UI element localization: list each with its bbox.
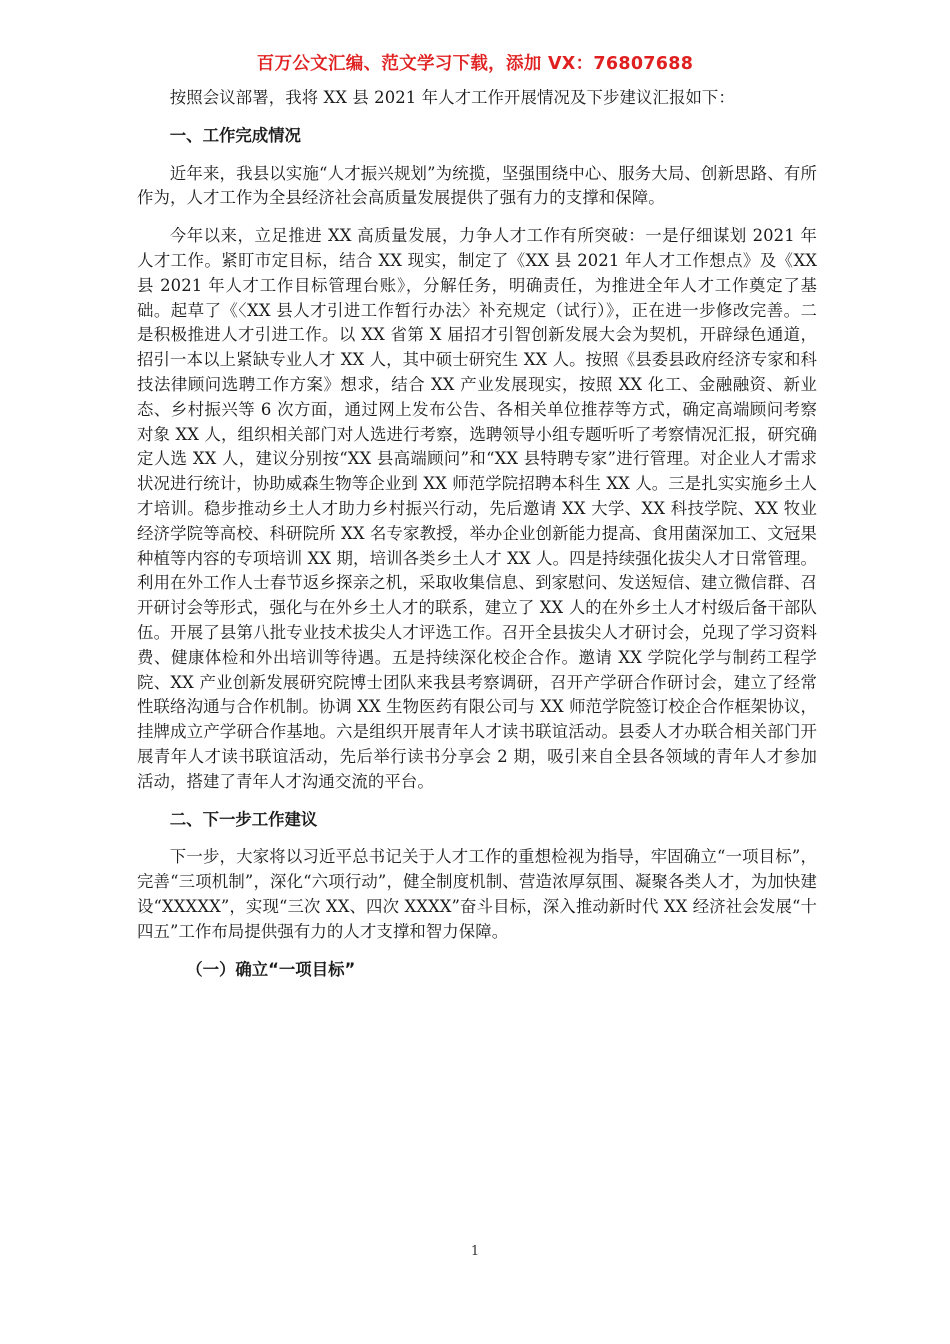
section-2-heading: 二、下一步工作建议 <box>169 809 318 829</box>
section-1-paragraph-1: 近年来，我县以实施“人才振兴规划”为统揽，坚强围绕中心、服务大局、创新思路、有所作为，人才工作为全县经济社会高质量发展提供了强有力的支撑和保障。 <box>137 163 817 208</box>
document-body <box>137 86 817 982</box>
intro-paragraph: 按照会议部署，我将 XX 县 2021 年人才工作开展情况及下步建议汇报如下： <box>169 88 735 107</box>
section-1-paragraph-2: 今年以来，立足推进 XX 高质量发展，力争人才工作有所突破：一是仔细谋划 2021 年人才工作。紧盯市定目标，结合 XX 现实，制定了《XX 县 2021 年人才工作想点》及《XX 县 2021 年人才工作目标管理台账》，分解任务，明确责任，为推进全年人才工作奠定了基础。起草了《〈XX 县人才引进工作暂行办法〉补充规定（试行）》，正在进一步修改完善。二是积极推进人才引进工作。以 XX 省第 X 届招才引智创新发展大会为契机，开辟绿色通道，招引一本以上紧缺专业人才 XX 人，其中硕士研究生 XX 人。按照《县委县政府经济专家和科技法律顾问选聘工作方案》想求，结合 XX 产业发展现实，按照 XX 化工、金融融资、新业态、乡村振兴等 6 次方面，通过网上发布公告、各相关单位推荐等方式，确定高端顾问考察对象 XX 人，组织相关部门对人选进行考察，选聘领导小组专题听听了考察情况汇报，研究确定人选 XX 人，建议分别按“XX 县高端顾问”和“XX 县特聘专家”进行管理。对企业人才需求状况进行统计，协助威森生物等企业到 XX 师范学院招聘本科生 XX 人。三是扎实实施乡土人才培训。稳步推动乡土人才助力乡村振兴行动，先后邀请 XX 大学、XX 科技学院、XX 牧业经济学院等高校、科研院所 XX 名专家教授，举办企业创新能力提高、食用菌深加工、文冠果种植等内容的专项培训 XX 期，培训各类乡土人才 XX 人。四是持续强化拔尖人才日常管理。利用在外工作人士春节返乡探亲之机，采取收集信息、到家慰问、发送短信、建立微信群、召开研讨会等形式，强化与在外乡土人才的联系，建立了 XX 人的在外乡土人才村级后备干部队伍。开展了县第八批专业技术拔尖人才评选工作。召开全县拔尖人才研讨会，兑现了学习资料费、健康体检和外出培训等待遇。五是持续深化校企合作。邀请 XX 学院化学与制药工程学院、XX 产业创新发展研究院博士团队来我县考察调研，召开产学研合作研讨会，建立了经常性联络沟通与合作机制。协调 XX 生物医药有限公司与 XX 师范学院签订校企合作框架协议，挂牌成立产学研合作基地。六是组织开展青年人才读书联谊活动。县委人才办联合相关部门开展青年人才读书联谊活动，先后举行读书分享会 2 期，吸引来自全县各领域的青年人才参加活动，搭建了青年人才沟通交流的平台。 <box>137 226 817 791</box>
section-2-paragraph-1: 下一步，大家将以习近平总书记关于人才工作的重想检视为指导，牢固确立“一项目标”，完善“三项机制”，深化“六项行动”，健全制度机制、营造浓厚氛围、凝聚各类人才，为加快建设“XXXXX”，实现“三次 XX、四次 XXXX”奋斗目标，深入推动新时代 XX 经济社会发展“十四五”工作布局提供强有力的人才支撑和智力保障。 <box>137 847 817 941</box>
section-1-heading: 一、工作完成情况 <box>169 125 301 145</box>
promo-banner: 百万公文汇编、范文学习下载，添加 VX：76807688 <box>256 54 694 74</box>
page-number: 1 <box>470 1244 480 1259</box>
subsection-1-heading: （一）确立“一项目标” <box>186 959 356 979</box>
